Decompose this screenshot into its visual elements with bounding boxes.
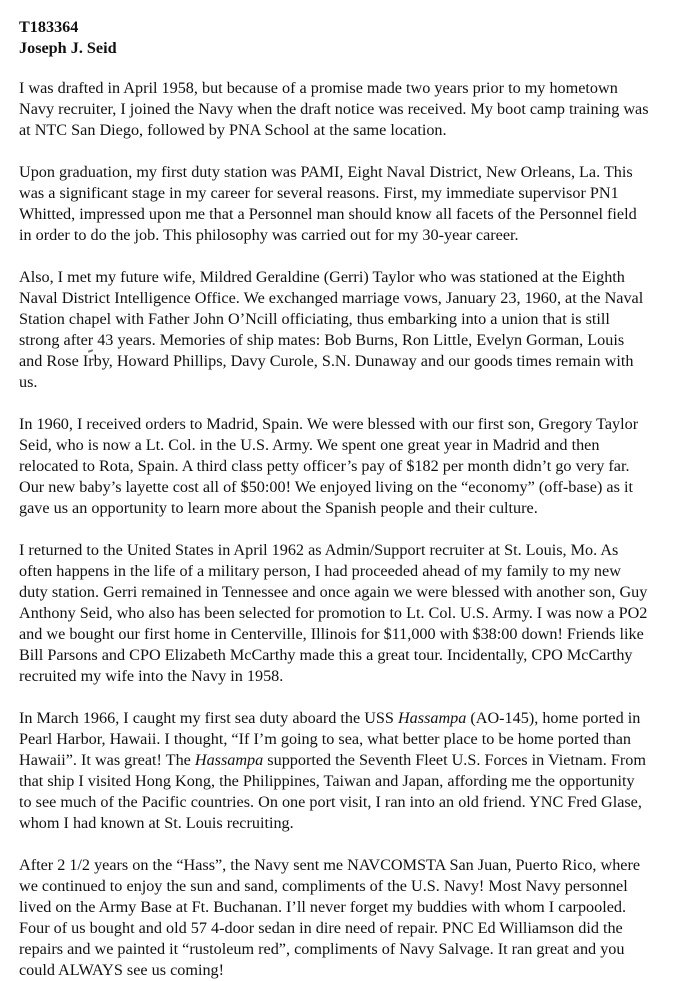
text-line: duty station. Gerri remained in Tennessee and once again we were blessed with another son, Guy [19, 583, 648, 601]
paragraph [19, 708, 680, 834]
text-line: Pearl Harbor, Hawaii. I thought, “If I’m going to sea, what better place to be home ported than [19, 730, 632, 748]
text-line: gave us an opportunity to learn more about the Spanish people and their culture. [19, 499, 538, 517]
author-name: Joseph J. Seid [19, 39, 117, 57]
text-line: Naval District Intelligence Office. We exchanged marriage vows, January 23, 1960, at the Naval [19, 289, 644, 307]
text-line: Upon graduation, my first duty station was PAMI, Eight Naval District, New Orleans, La. This [19, 163, 633, 181]
document-id: T183364 [19, 18, 79, 36]
text-line: In March 1966, I caught my first sea duty aboard the USS Hassampa (AO-145), home ported in [19, 709, 641, 727]
text-line: recruited my wife into the Navy in 1958. [19, 667, 284, 685]
text-line: to see much of the Pacific countries. On one port visit, I ran into an old friend. YNC Fred Glase, [19, 793, 642, 811]
text-line: Station chapel with Father John O’Ncill officiating, thus embarking into a union that is still [19, 310, 610, 328]
paragraph [19, 540, 680, 687]
text-line: In 1960, I received orders to Madrid, Spain. We were blessed with our first son, Gregory Taylor [19, 415, 639, 433]
text-line: After 2 1/2 years on the “Hass”, the Navy sent me NAVCOMSTA San Juan, Puerto Rico, where [19, 856, 641, 874]
text-line: Whitted, impressed upon me that a Personnel man should know all facets of the Personnel field [19, 205, 637, 223]
text-line: in order to do the job. This philosophy was carried out for my 30-year career. [19, 226, 519, 244]
text-line: I was drafted in April 1958, but because of a promise made two years prior to my hometown [19, 79, 618, 97]
text-line: Navy recruiter, I joined the Navy when the draft notice was received. My boot camp training was [19, 100, 649, 118]
text-line: I returned to the United States in April 1962 as Admin/Support recruiter at St. Louis, Mo. As [19, 541, 619, 559]
text-line: us. [19, 373, 38, 391]
text-line: Our new baby’s layette cost all of $50:00! We enjoyed living on the “economy” (off-base) as it [19, 478, 633, 496]
paragraph [19, 855, 680, 981]
text-line: at NTC San Diego, followed by PNA School at the same location. [19, 121, 447, 139]
text-line: strong after 43 years. Memories of ship mates: Bob Burns, Ron Little, Evelyn Gorman, Louis [19, 331, 625, 349]
text-line: Hawaii”. It was great! The Hassampa supported the Seventh Fleet U.S. Forces in Vietnam. From [19, 751, 646, 769]
text-line: repairs and we painted it “rustoleum red”, compliments of Navy Salvage. It ran great and you [19, 940, 625, 958]
text-line: often happens in the life of a military person, I had proceeded ahead of my family to my new [19, 562, 621, 580]
text-line: Also, I met my future wife, Mildred Geraldine (Gerri) Taylor who was stationed at the Eighth [19, 268, 625, 286]
paragraph [19, 162, 680, 246]
text-line: and Rose Irby, Howard Phillips, Davy Curole, S.N. Dunaway and our goods times remain with [19, 352, 634, 370]
text-line: that ship I visited Hong Kong, the Philippines, Taiwan and Japan, affording me the opportunity [19, 772, 635, 790]
text-line: we continued to enjoy the sun and sand, compliments of the U.S. Navy! Most Navy personnel [19, 877, 628, 895]
paragraph [19, 267, 680, 393]
text-line: Four of us bought and old 57 4-door sedan in dire need of repair. PNC Ed Williamson did the [19, 919, 623, 937]
text-line: Seid, who is now a Lt. Col. in the U.S. Army. We spent one great year in Madrid and then [19, 436, 600, 454]
document-body [19, 78, 680, 981]
text-line: Bill Parsons and CPO Elizabeth McCarthy made this a great tour. Incidentally, CPO McCarthy [19, 646, 633, 664]
text-line: could ALWAYS see us coming! [19, 961, 225, 979]
paragraph [19, 78, 680, 141]
text-line: Anthony Seid, who also has been selected for promotion to Lt. Col. U.S. Army. I was now a PO2 [19, 604, 648, 622]
text-line: was a significant stage in my career for several reasons. First, my immediate supervisor PN1 [19, 184, 619, 202]
paragraph [19, 414, 680, 519]
text-line: relocated to Rota, Spain. A third class petty officer’s pay of $182 per month didn’t go very far. [19, 457, 630, 475]
text-line: lived on the Army Base at Ft. Buchanan. I’ll never forget my buddies with whom I carpooled. [19, 898, 627, 916]
text-line: and we bought our first home in Centerville, Illinois for $11,000 with $38:00 down! Friends like [19, 625, 644, 643]
text-line: whom I had known at St. Louis recruiting. [19, 814, 294, 832]
